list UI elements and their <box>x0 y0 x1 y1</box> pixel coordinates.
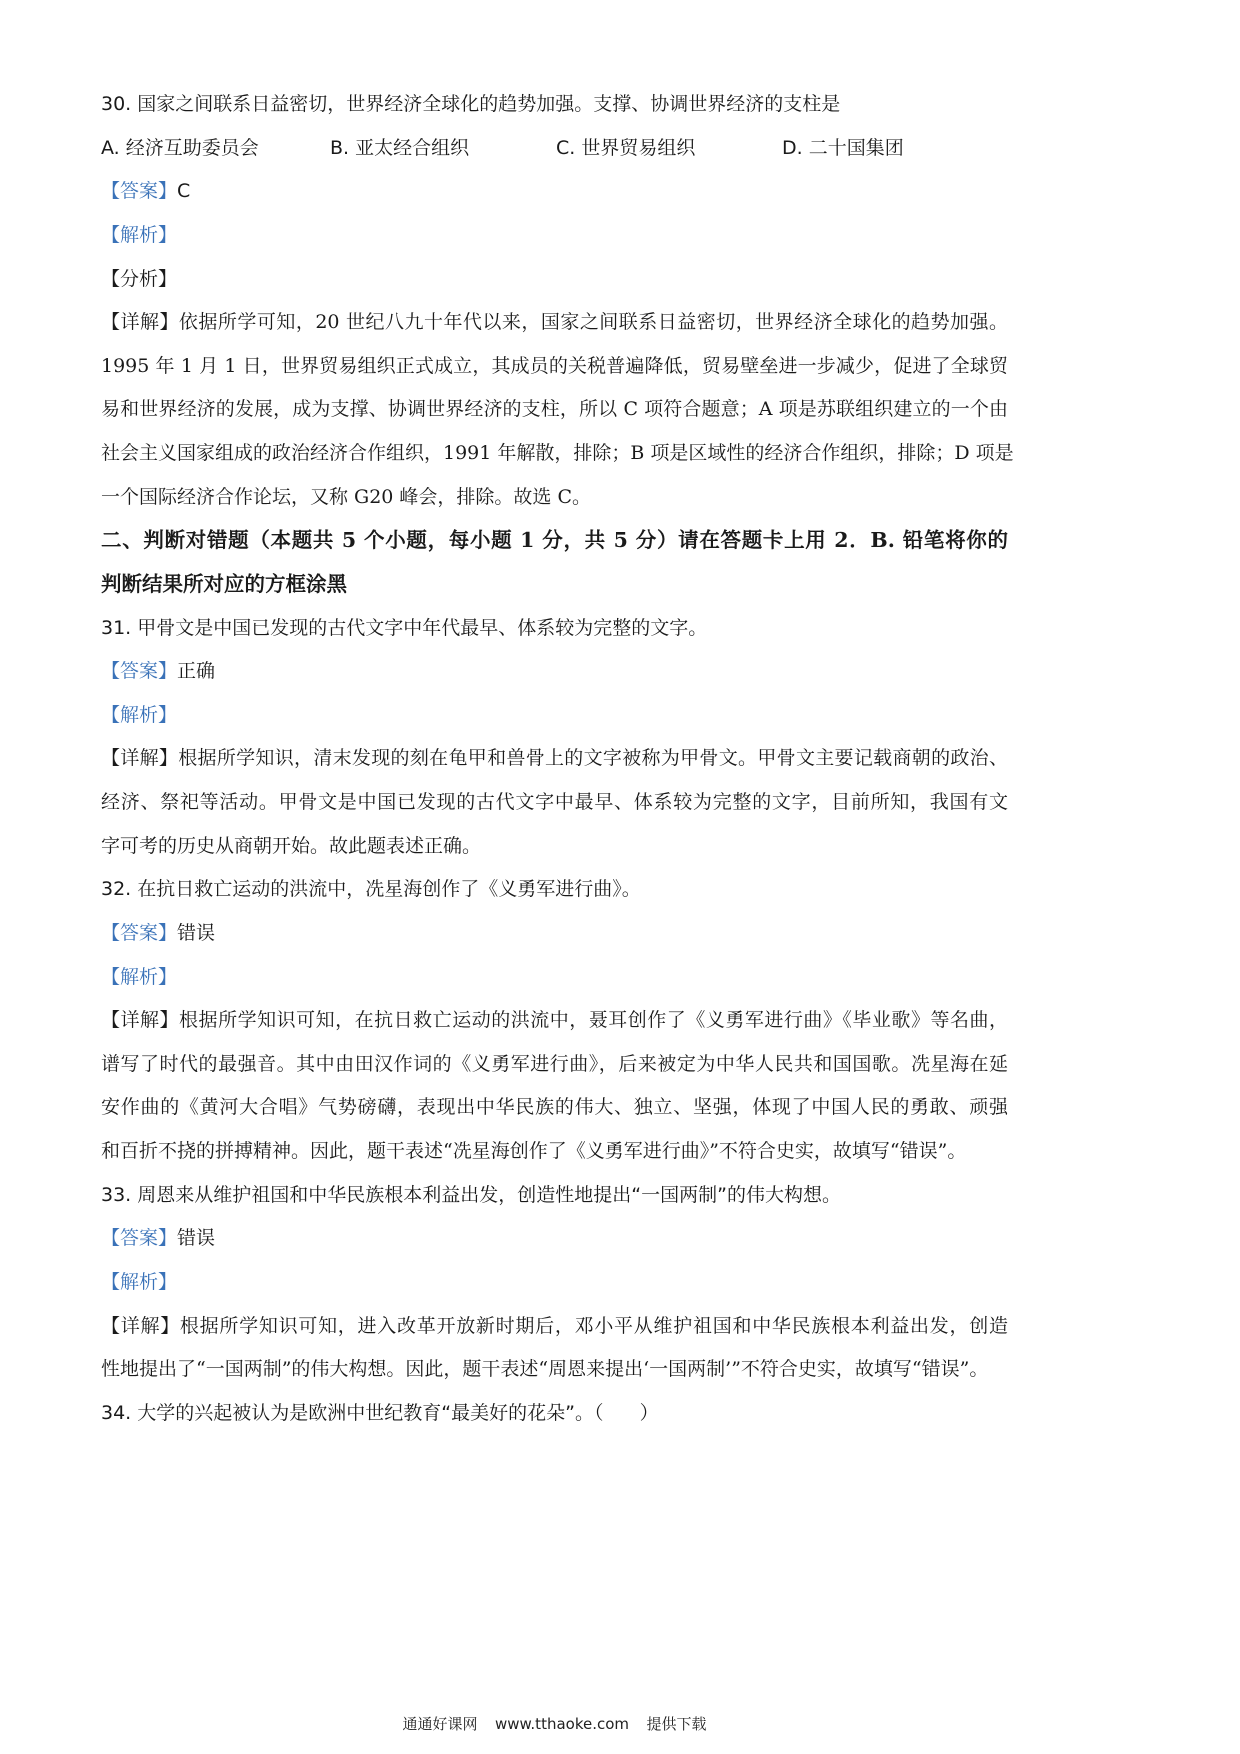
option-d: D. 二十国集团 <box>782 136 904 159</box>
answer-value: C <box>177 180 191 203</box>
question-32-detail-line: 和百折不挠的拼搏精神。因此，题干表述“冼星海创作了《义勇军进行曲》”不符合史实，故填写“错误”。 <box>101 1140 967 1162</box>
question-32-detail-line: 谱写了时代的最强音。其中由田汉作词的《义勇军进行曲》，后来被定为中华人民共和国国歌。冼星海在延 <box>101 1052 1008 1075</box>
analysis-label: 【解析】 <box>101 703 178 726</box>
fenxi-label: 【分析】 <box>101 267 178 290</box>
question-31-analysis <box>101 694 1008 738</box>
answer-value: 错误 <box>177 921 216 944</box>
option-c: C. 世界贸易组织 <box>556 136 696 159</box>
question-31-answer <box>101 650 1008 694</box>
answer-label: 【答案】 <box>101 1227 178 1250</box>
question-33-analysis <box>101 1261 1008 1305</box>
question-30-detail-line: 易和世界经济的发展，成为支撑、协调世界经济的支柱，所以 C 项符合题意；A 项是苏联组织建立的一个由 <box>101 398 1008 421</box>
question-33-answer <box>101 1217 1008 1261</box>
question-32-answer <box>101 912 1008 956</box>
question-30-analysis <box>101 214 1008 258</box>
question-30-answer <box>101 170 1008 214</box>
analysis-label: 【解析】 <box>101 965 178 988</box>
question-32-detail-line: 安作曲的《黄河大合唱》气势磅礴，表现出中华民族的伟大、独立、坚强，体现了中国人民的勇敢、顽强 <box>101 1096 1008 1119</box>
page-content <box>101 83 1014 1435</box>
question-30-fenxi <box>101 258 1008 302</box>
question-32-detail-line: 【详解】根据所学知识可知，在抗日救亡运动的洪流中，聂耳创作了《义勇军进行曲》《毕业歌》等名曲， <box>101 1009 1008 1032</box>
analysis-label: 【解析】 <box>101 223 178 246</box>
question-30-detail-line: 【详解】依据所学可知，20 世纪八九十年代以来，国家之间联系日益密切，世界经济全球化的趋势加强。 <box>101 311 1008 334</box>
question-31-detail-line: 字可考的历史从商朝开始。故此题表述正确。 <box>101 834 482 857</box>
question-32-analysis <box>101 956 1008 1000</box>
question-30-detail-line: 1995 年 1 月 1 日，世界贸易组织正式成立，其成员的关税普遍降低，贸易壁垒进一步减少，促进了全球贸 <box>101 354 1008 377</box>
page-footer: 通通好课网 www.tthaoke.com 提供下载 <box>402 1715 707 1733</box>
answer-label: 【答案】 <box>101 180 178 203</box>
answer-value: 错误 <box>177 1227 216 1250</box>
question-30-detail-line: 社会主义国家组成的政治经济合作组织，1991 年解散，排除；B 项是区域性的经济合作组织，排除；D 项是 <box>101 442 1014 464</box>
answer-label: 【答案】 <box>101 921 178 944</box>
question-30-detail-line: 一个国际经济合作论坛，又称 G20 峰会，排除。故选 C。 <box>101 485 592 508</box>
option-b: B. 亚太经合组织 <box>330 136 470 159</box>
question-31-detail-line: 【详解】根据所学知识，清末发现的刻在龟甲和兽骨上的文字被称为甲骨文。甲骨文主要记载商朝的政治、 <box>101 747 1008 770</box>
question-33-detail-line: 【详解】根据所学知识可知，进入改革开放新时期后，邓小平从维护祖国和中华民族根本利益出发，创造 <box>101 1314 1008 1337</box>
question-30-options <box>101 127 1008 171</box>
section-heading: 判断结果所对应的方框涂黑 <box>101 571 347 596</box>
question-30-stem: 30. 国家之间联系日益密切，世界经济全球化的趋势加强。支撑、协调世界经济的支柱是 <box>101 93 841 115</box>
question-31-stem: 31. 甲骨文是中国已发现的古代文字中年代最早、体系较为完整的文字。 <box>101 616 708 639</box>
question-34-stem: 34. 大学的兴起被认为是欧洲中世纪教育“最美好的花朵”。（ ） <box>101 1401 659 1424</box>
answer-value: 正确 <box>177 660 216 683</box>
option-a: A. 经济互助委员会 <box>101 136 259 159</box>
question-33-stem: 33. 周恩来从维护祖国和中华民族根本利益出发，创造性地提出“一国两制”的伟大构想。 <box>101 1183 841 1206</box>
question-33-detail-line: 性地提出了“一国两制”的伟大构想。因此，题干表述“周恩来提出‘一国两制’”不符合史实，故填写“错误”。 <box>101 1358 989 1381</box>
question-31-detail-line: 经济、祭祀等活动。甲骨文是中国已发现的古代文字中最早、体系较为完整的文字，目前所知，我国有文 <box>101 791 1008 813</box>
analysis-label: 【解析】 <box>101 1270 178 1293</box>
question-32-stem: 32. 在抗日救亡运动的洪流中，冼星海创作了《义勇军进行曲》。 <box>101 878 641 901</box>
answer-label: 【答案】 <box>101 660 178 683</box>
section-heading: 二、判断对错题（本题共 5 个小题，每小题 1 分，共 5 分）请在答题卡上用 2．B. 铅笔将你的 <box>101 528 1008 553</box>
